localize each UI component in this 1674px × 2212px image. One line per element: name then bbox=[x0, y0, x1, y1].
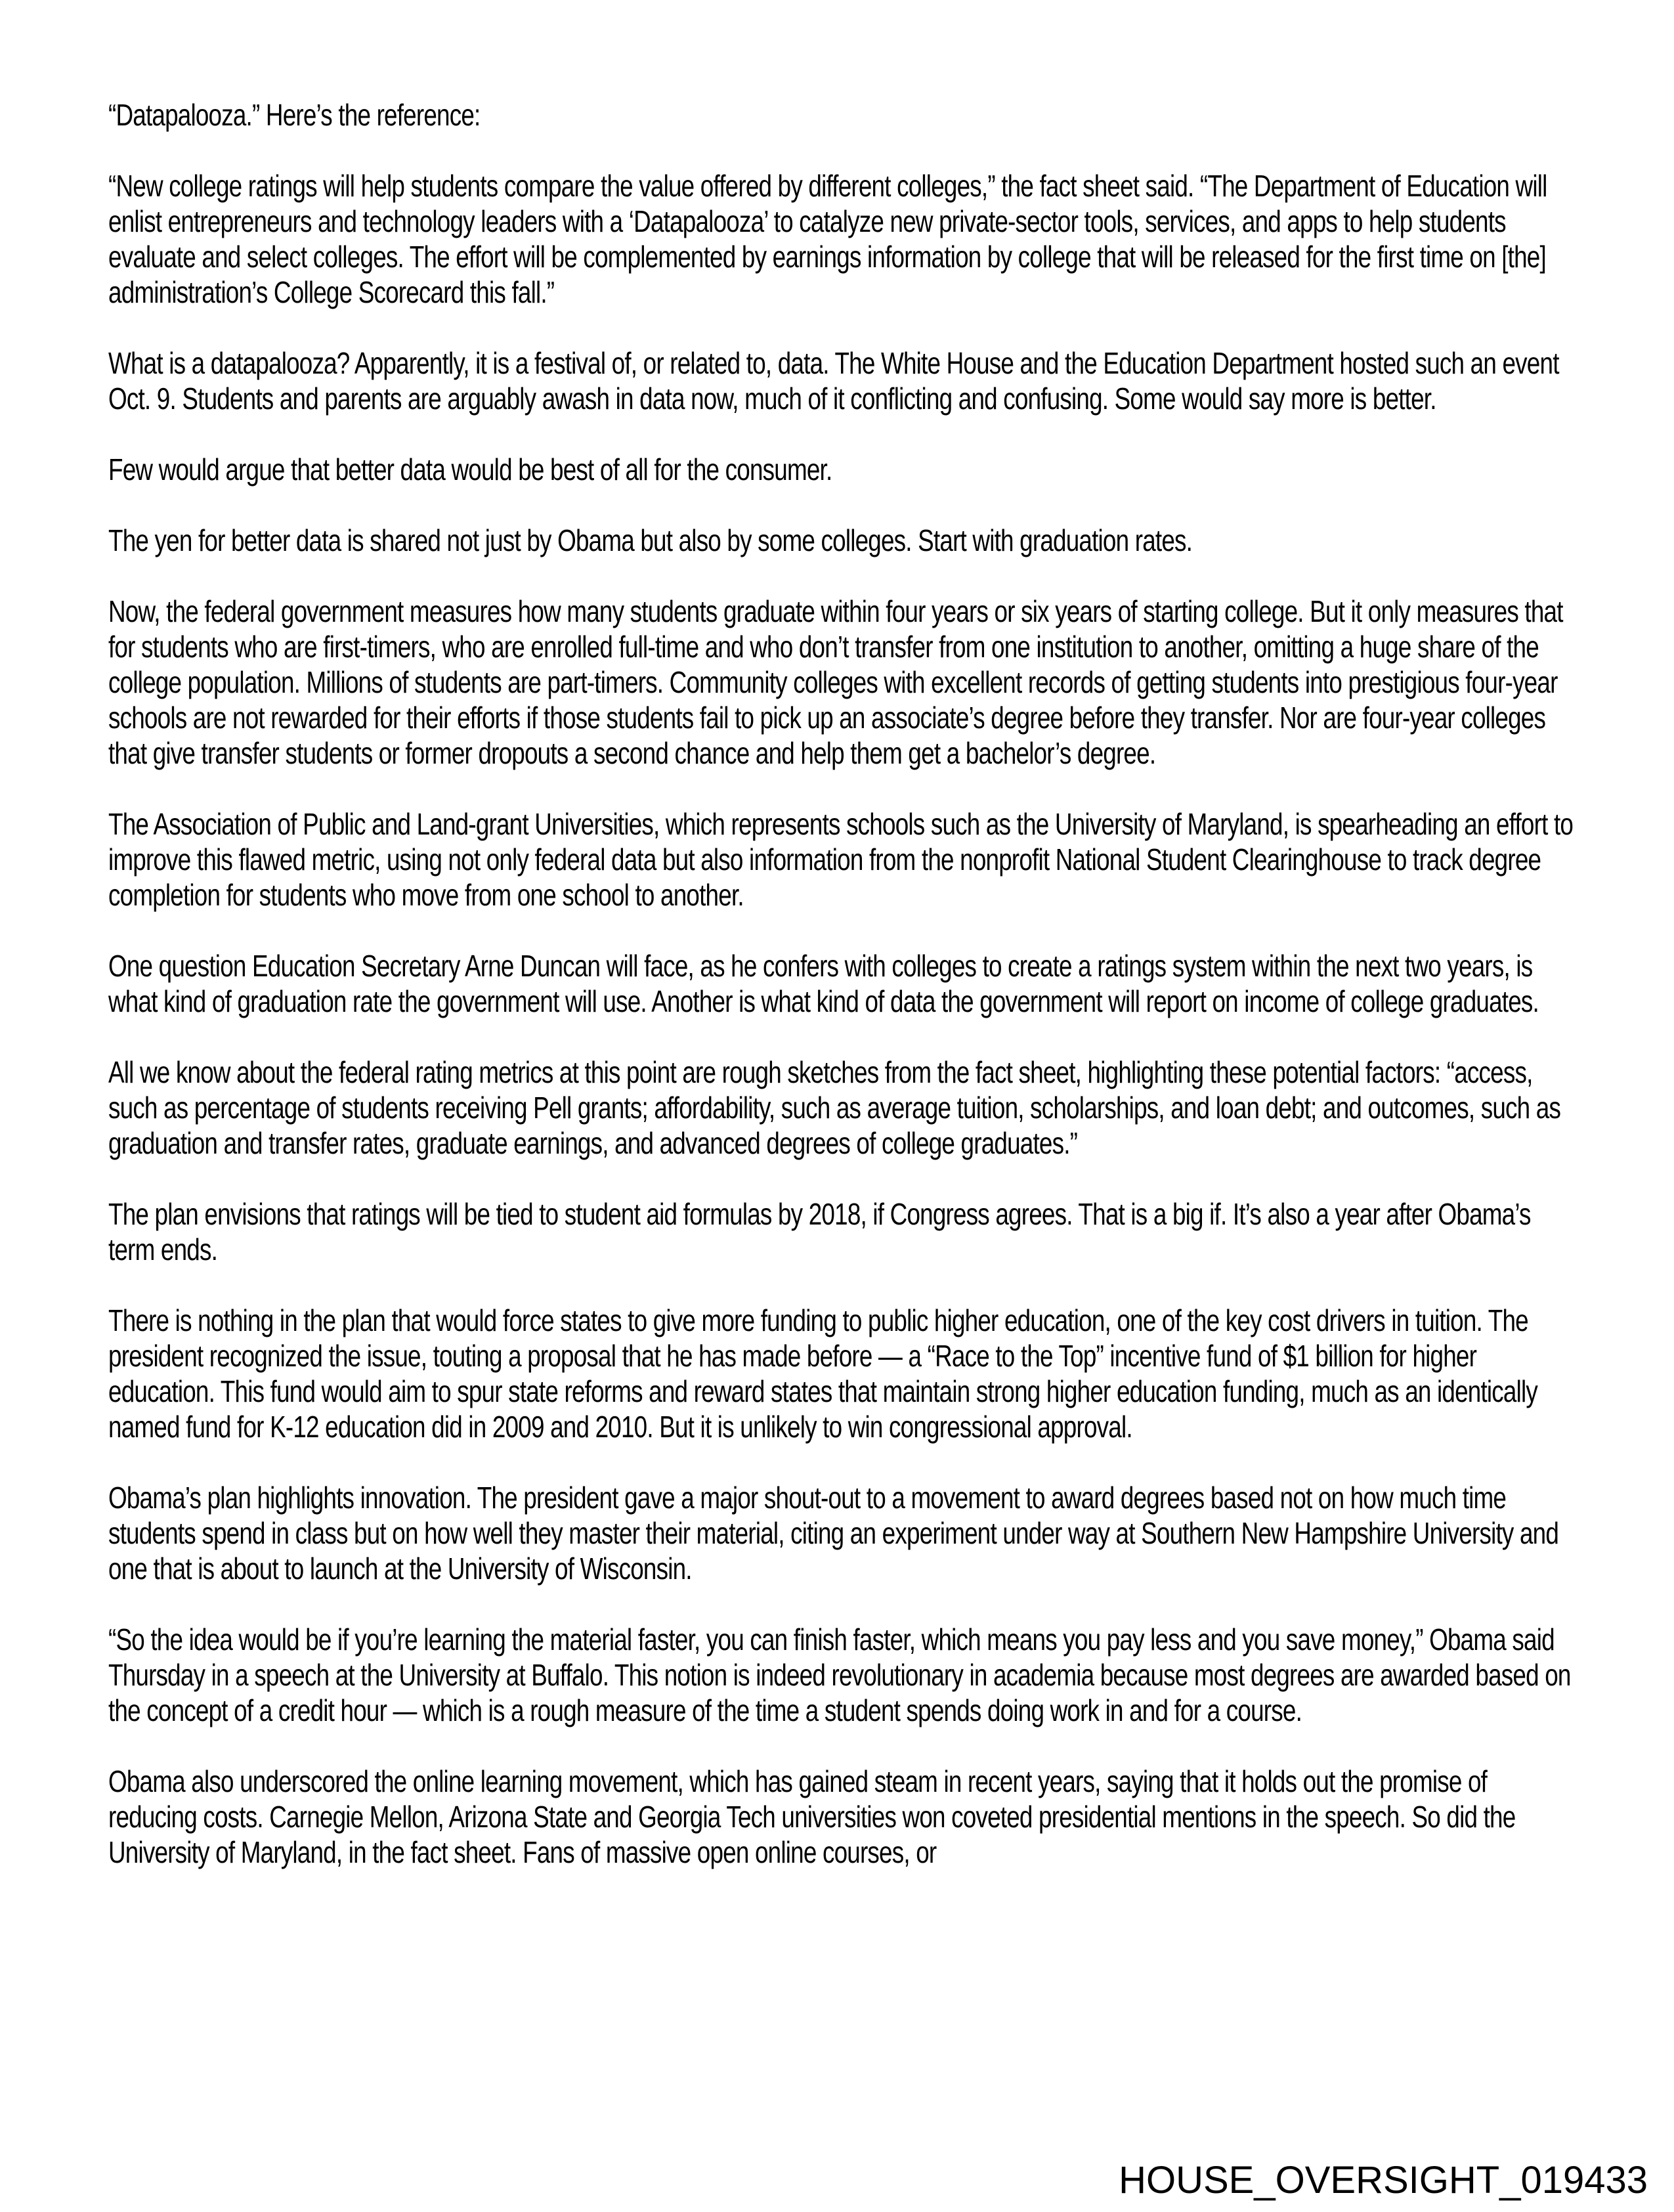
paragraph: There is nothing in the plan that would force states to give more funding to public higher education, one of the key cost drivers in tuition. The president recognized the issue, touting a proposal that he has made before — a “Race to the Top” incentive fund of $1 billion for higher education. This fund would aim to spur state reforms and reward states that maintain strong higher education funding, much as an identically named fund for K-12 education did in 2009 and 2010. But it is unlikely to win congressional approval. bbox=[108, 1303, 1538, 1444]
paragraph: Obama’s plan highlights innovation. The president gave a major shout-out to a movement to award degrees based not on how much time students spend in class but on how well they master their material, citing an experiment under way at Southern New Hampshire University and one that is about to launch at the University of Wisconsin. bbox=[108, 1481, 1559, 1586]
paragraph: What is a datapalooza? Apparently, it is a festival of, or related to, data. The White House and the Education Department hosted such an event Oct. 9. Students and parents are arguably awash in data now, much of it conflicting and confusing. Some would say more is better. bbox=[108, 346, 1559, 416]
paragraph: Few would argue that better data would be best of all for the consumer. bbox=[108, 452, 832, 487]
paragraph: The plan envisions that ratings will be tied to student aid formulas by 2018, if Congress agrees. That is a big if. It’s also a year after Obama’s term ends. bbox=[108, 1197, 1531, 1267]
paragraph: The yen for better data is shared not just by Obama but also by some colleges. Start with graduation rates. bbox=[108, 523, 1193, 557]
paragraph: “New college ratings will help students compare the value offered by different colleges,” the fact sheet said. “The Department of Education will enlist entrepreneurs and technology leaders with a ‘Datapalooza’ to catalyze new private-sector tools, services, and apps to help students evaluate and select colleges. The effort will be complemented by earnings information by college that will be released for the first time on [the] administration’s College Scorecard this fall.” bbox=[108, 169, 1547, 309]
paragraph: “So the idea would be if you’re learning the material faster, you can finish faster, which means you pay less and you save money,” Obama said Thursday in a speech at the University at Buffalo. This notion is indeed revolutionary in academia because most degrees are awarded based on the concept of a credit hour — which is a rough measure of the time a student spends doing work in and for a course. bbox=[108, 1622, 1571, 1727]
paragraph: “Datapalooza.” Here’s the reference: bbox=[108, 98, 481, 132]
paragraph: The Association of Public and Land-grant Universities, which represents schools such as the University of Maryland, is spearheading an effort to improve this flawed metric, using not only federal data but also information from the nonprofit National Student Clearinghouse to track degree completion for students who move from one school to another. bbox=[108, 807, 1574, 912]
paragraph: One question Education Secretary Arne Duncan will face, as he confers with colleges to create a ratings system within the next two years, is what kind of graduation rate the government will use. Another is what kind of data the government will report on income of college graduates. bbox=[108, 949, 1539, 1018]
paragraph: All we know about the federal rating metrics at this point are rough sketches from the fact sheet, highlighting these potential factors: “access, such as percentage of students receiving Pell grants; affordability, such as average tuition, scholarships, and loan debt; and outcomes, such as graduation and transfer rates, graduate earnings, and advanced degrees of college graduates.” bbox=[108, 1055, 1561, 1160]
paragraph: Now, the federal government measures how many students graduate within four years or six years of starting college. But it only measures that for students who are first-timers, who are enrolled full-time and who don’t transfer from one institution to another, omitting a huge share of the college population. Millions of students are part-timers. Community colleges with excellent records of getting students into prestigious four-year schools are not rewarded for their efforts if those students fail to pick up an associate’s degree before they transfer. Nor are four-year colleges that give transfer students or former dropouts a second chance and help them get a bachelor’s degree. bbox=[108, 594, 1563, 770]
paragraph: Obama also underscored the online learning movement, which has gained steam in recent years, saying that it holds out the promise of reducing costs. Carnegie Mellon, Arizona State and Georgia Tech universities won coveted presidential mentions in the speech. So did the University of Maryland, in the fact sheet. Fans of massive open online courses, or bbox=[108, 1764, 1516, 1869]
document-text-block bbox=[108, 97, 1576, 1905]
bates-number: HOUSE_OVERSIGHT_019433 bbox=[1119, 2159, 1648, 2202]
